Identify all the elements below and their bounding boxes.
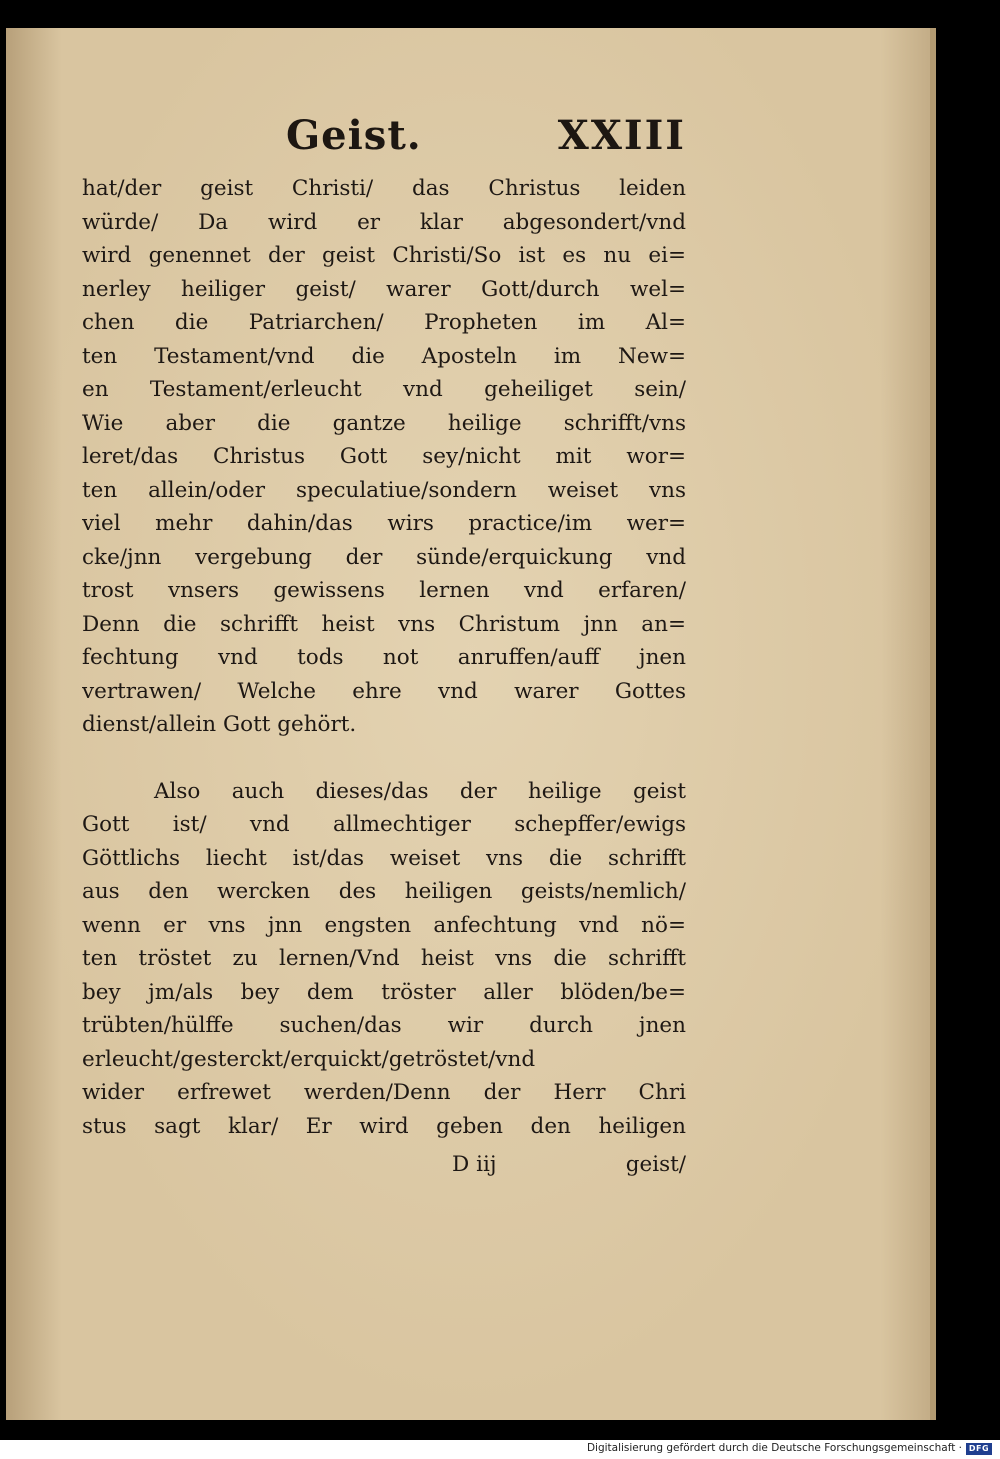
signature-mark: D iij <box>452 1152 497 1177</box>
text-line: fechtung vnd tods not anruffen/auff jnen <box>82 645 686 670</box>
text-line: wird genennet der geist Christi/So ist es nu ei= <box>82 243 686 268</box>
text-line: viel mehr dahin/das wirs practice/im wer= <box>82 511 686 536</box>
text-line: trost vnsers gewissens lernen vnd erfaren/ <box>82 578 686 603</box>
text-line: Also auch dieses/das der heilige geist <box>154 778 686 804</box>
text-line: aus den wercken des heiligen geists/nemlich/ <box>82 879 686 904</box>
text-line: dienst/allein Gott gehört. <box>82 712 357 737</box>
folio-number: XXIII <box>557 112 686 159</box>
running-head <box>256 108 686 178</box>
page-edge <box>930 28 936 1420</box>
paragraph-gap <box>82 742 686 775</box>
signature-line <box>446 1148 686 1182</box>
funding-credit: Digitalisierung gefördert durch die Deutsche Forschungsgemeinschaft · <box>586 1442 962 1454</box>
text-line: en Testament/erleucht vnd geheiliget sein/ <box>82 377 686 402</box>
text-line: wider erfrewet werden/Denn der Herr Chri <box>82 1080 686 1105</box>
text-line: cke/jnn vergebung der sünde/erquickung vnd <box>82 544 686 570</box>
text-line: wenn er vns jnn engsten anfechtung vnd nö= <box>82 912 686 938</box>
catchword: geist/ <box>625 1152 686 1177</box>
footer-bar <box>0 1440 1000 1459</box>
text-line: bey jm/als bey dem tröster aller blöden/be= <box>82 979 686 1005</box>
text-line: Wie aber die gantze heilige schrifft/vns <box>82 410 686 436</box>
text-line: chen die Patriarchen/ Propheten im Al= <box>82 310 686 335</box>
text-line: nerley heiliger geist/ warer Gott/durch wel= <box>82 276 686 302</box>
text-line: leret/das Christus Gott sey/nicht mit wor= <box>82 444 686 469</box>
text-line: Gott ist/ vnd allmechtiger schepffer/ewigs <box>82 812 686 837</box>
text-line: ten tröstet zu lernen/Vnd heist vns die schrifft <box>82 946 686 971</box>
running-head-title: Geist. <box>286 112 422 159</box>
dfg-logo-icon: DFG <box>966 1443 992 1455</box>
text-line: stus sagt klar/ Er wird geben den heiligen <box>82 1113 686 1139</box>
text-line: erleucht/gesterckt/erquickt/getröstet/vnd <box>82 1046 536 1072</box>
text-line: trübten/hülffe suchen/das wir durch jnen <box>82 1013 686 1038</box>
text-line: Denn die schrifft heist vns Christum jnn an= <box>82 611 686 637</box>
text-line: hat/der geist Christi/ das Christus leiden <box>82 176 686 201</box>
text-line: würde/ Da wird er klar abgesondert/vnd <box>82 209 686 235</box>
book-page <box>6 28 936 1420</box>
text-line: Göttlichs liecht ist/das weiset vns die schrifft <box>82 845 686 871</box>
text-block <box>82 172 686 1143</box>
text-line: ten Testament/vnd die Aposteln im New= <box>82 343 686 369</box>
text-line: ten allein/oder speculatiue/sondern weiset vns <box>82 477 686 503</box>
text-line: vertrawen/ Welche ehre vnd warer Gottes <box>82 678 686 704</box>
